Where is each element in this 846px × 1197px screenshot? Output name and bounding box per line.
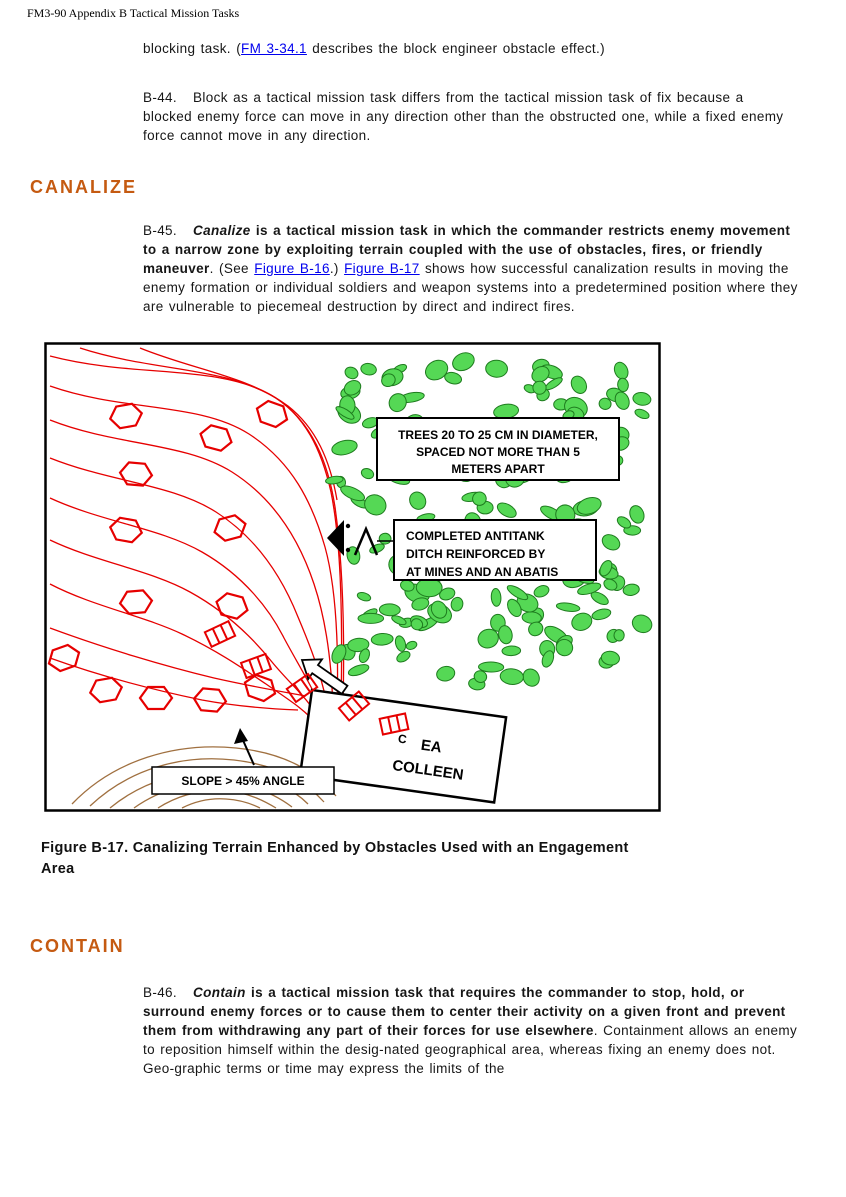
b45-rest-text: shows how successful canalization results in moving the enemy formation or individual soldiers and weapon systems into a predetermined position where they are vulnerable to piecemeal destruction by direct and indirect fires. [143,261,798,314]
ditch-label-line3: AT MINES AND AN ABATIS [406,565,559,579]
figure-caption-line2: Area [41,861,75,877]
trees-label-box [377,418,619,480]
intro-pre-text: blocking task. ( [143,41,242,56]
b45-term: Canalize [193,223,251,238]
ea-label-line1: EA [419,736,443,757]
intro-post-text: describes the block engineer obstacle effect.) [306,41,605,56]
paragraph-number-b46: B-46. [143,985,178,1000]
strongpoint-symbol: C [397,731,408,747]
b46-rest-text: . Containment allows an enemy to reposition himself within the desig-nated geographical area, whereas fixing an enemy does not. Geo-graphic terms or time may express the limits of the [143,1023,798,1076]
ditch-label-box [394,520,596,580]
paragraph-number-b45: B-45. [143,223,178,238]
b45-between-links: .) [329,261,345,276]
doc-header-title: FM3-90 Appendix B Tactical Mission Tasks [27,6,240,20]
link-figure-b17[interactable]: Figure B-17 [344,261,420,276]
paragraph-b45 [143,221,798,316]
paragraph-number-b44: B-44. [143,90,178,105]
paragraph-b46 [143,983,798,1078]
ditch-label-line2: DITCH REINFORCED BY [406,547,546,561]
ea-label-line2: COLLEEN [391,757,465,784]
b44-text: Block as a tactical mission task differs from the tactical mission task of fix because a blocked enemy force can move in any direction other than the obstructed one, while a fixed enemy force cannot move in any direction. [143,90,784,143]
ditch-label-line1: COMPLETED ANTITANK [406,529,545,543]
trees-label-line1: TREES 20 TO 25 CM IN DIAMETER, [398,428,598,442]
figure-caption-line1: Figure B-17. Canalizing Terrain Enhanced by Obstacles Used with an Engagement [41,840,629,856]
trees-label-line3: METERS APART [451,462,545,476]
trees-label-line2: SPACED NOT MORE THAN 5 [416,445,580,459]
figure-b17 [44,342,661,812]
section-heading-canalize: CANALIZE [30,177,137,197]
link-fm-3-34-1[interactable]: FM 3-34.1 [241,41,307,56]
figure-b17-diagram [44,342,661,812]
link-figure-b16[interactable]: Figure B-16 [254,261,330,276]
figure-caption [41,838,801,880]
slope-label-text: SLOPE > 45% ANGLE [181,774,305,788]
paragraph-intro [143,39,794,58]
b46-term: Contain [193,985,246,1000]
section-heading-contain: CONTAIN [30,936,125,956]
b46-bold-text: is a tactical mission task that requires the commander to stop, hold, or surround enemy forces or to cause them to center their activity on a given front and prevent them from withdrawing any part of their forces for use elsewhere [143,985,786,1038]
paragraph-b44 [143,88,794,145]
b45-bold-text: is a tactical mission task in which the commander restricts enemy movement to a narrow zone by exploiting terrain coupled with the use of obstacles, fires, or friendly maneuver [143,223,791,276]
b45-after-bold: . (See [209,261,255,276]
